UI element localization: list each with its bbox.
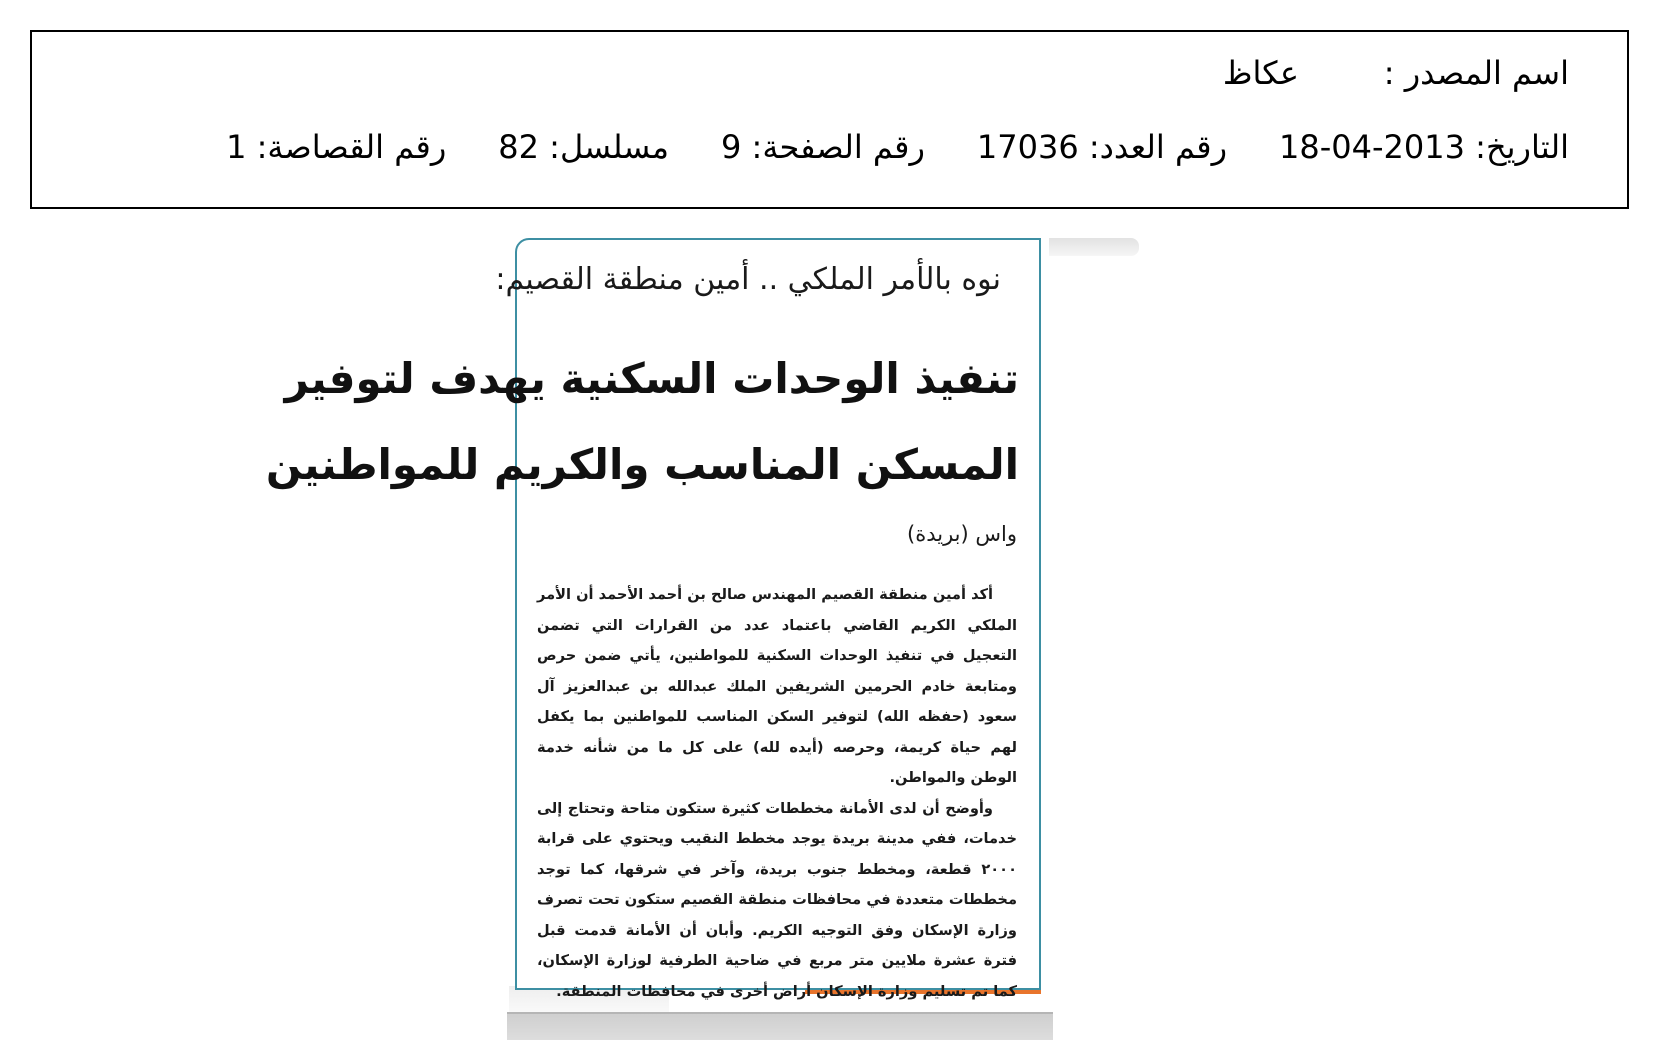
article-body <box>537 580 1017 1007</box>
article-dateline: واس (بريدة) <box>907 522 1017 546</box>
article-headline <box>265 336 1019 508</box>
source-value: عكاظ <box>1222 54 1299 92</box>
issue-number-field: رقم العدد: 17036 <box>976 128 1228 166</box>
newspaper-clipping <box>265 238 1069 1038</box>
source-row <box>1223 54 1569 92</box>
date-field: التاريخ: 2013-04-18 <box>1279 128 1569 166</box>
source-label: اسم المصدر : <box>1383 54 1569 92</box>
details-row <box>226 128 1569 166</box>
article-paragraph-2: وأوضح أن لدى الأمانة مخططات كثيرة ستكون متاحة وتحتاج إلى خدمات، ففي مدينة بريدة يوجد مخطط النقيب ويحتوي على قرابة ٢٠٠٠ قطعة، ومخطط جنوب بريدة، وآخر في شرقها، كما توجد مخططات متعددة في محافظات منطقة القصيم ستكون تحت تصرف وزارة الإسكان وفق التوجيه الكريم. وأبان أن الأمانة قدمت قبل فترة عشرة ملايين متر مربع في ضاحية الطرفية لوزارة الإسكان، كما تم تسليم وزارة الإسكان أراض أخرى في محافظات المنطقة. <box>537 799 1017 1000</box>
page-number-field: رقم الصفحة: 9 <box>721 128 925 166</box>
clipping-shadow-top <box>1049 238 1139 256</box>
clipping-number-field: رقم القصاصة: 1 <box>226 128 447 166</box>
source-info-box <box>30 30 1629 209</box>
headline-line-1: تنفيذ الوحدات السكنية يهدف لتوفير <box>284 354 1019 403</box>
headline-line-2: المسكن المناسب والكريم للمواطنين <box>265 440 1019 489</box>
article-frame <box>265 238 1041 1000</box>
serial-field: مسلسل: 82 <box>498 128 669 166</box>
article-kicker: نوه بالأمر الملكي .. أمين منطقة القصيم: <box>495 262 1001 297</box>
clipping-next-article-edge <box>507 1012 1053 1040</box>
article-paragraph-1: أكد أمين منطقة القصيم المهندس صالح بن أحمد الأحمد أن الأمر الملكي الكريم القاضي باعتماد عدد من القرارات التي تضمن التعجيل في تنفيذ الوحدات السكنية للمواطنين، يأتي ضمن حرص ومتابعة خادم الحرمين الشريفين الملك عبدالله بن عبدالعزيز آل سعود (حفظه الله) لتوفير السكن المناسب للمواطنين بما يكفل لهم حياة كريمة، وحرصه (أيده لله) على كل ما من شأنه خدمة الوطن والمواطن. <box>537 586 1017 786</box>
